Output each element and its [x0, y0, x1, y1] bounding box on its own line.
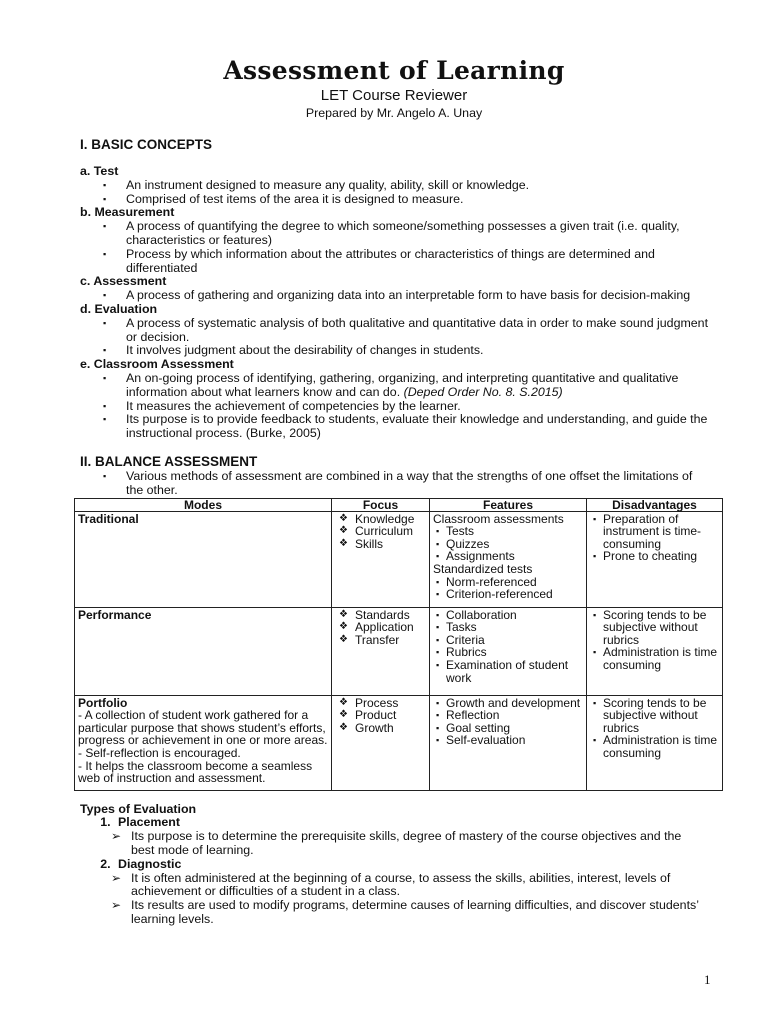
focus-cell	[332, 695, 430, 790]
evaluation-point: ➢ Its results are used to modify programs, determine causes of learning difficulties, and discover students’ learning levels.	[131, 899, 708, 927]
header-features: Features	[430, 498, 587, 511]
evaluation-type-points	[118, 872, 708, 927]
header-modes: Modes	[75, 498, 332, 511]
feature-item: ▪ Quizzes	[446, 538, 583, 551]
term-label: e. Classroom Assessment	[80, 357, 234, 372]
term-bullet-text: Process by which information about the attributes or characteristics of things are determined and differentiated	[126, 246, 655, 275]
feature-item: ▪ Assignments	[446, 550, 583, 563]
focus-cell	[332, 511, 430, 607]
focus-item: ❖ Product	[355, 709, 426, 722]
term-bullet-text: It measures the achievement of competencies by the learner.	[126, 398, 461, 413]
features-cell	[430, 607, 587, 695]
disadvantages-cell	[587, 607, 723, 695]
term-bullet-text: Its purpose is to provide feedback to students, evaluate their knowledge and understanding, and guide the instructional process. (Burke, 2005)	[126, 412, 708, 441]
mode-description: - Self-reflection is encouraged.	[78, 745, 241, 760]
author-line: Prepared by Mr. Angelo A. Unay	[305, 106, 483, 120]
page-number: 1	[704, 972, 711, 987]
term-bullet	[126, 179, 708, 193]
assessment-modes-table	[74, 498, 723, 791]
table-row	[75, 511, 723, 607]
term-label: b. Measurement	[80, 205, 175, 220]
focus-item: ❖ Skills	[355, 538, 426, 551]
types-of-evaluation-title: Types of Evaluation	[80, 801, 197, 816]
term-bullet	[126, 344, 708, 358]
feature-item: ▪ Growth and development	[446, 697, 583, 710]
term-bullet	[126, 372, 708, 400]
term-bullet	[126, 317, 708, 345]
document-subtitle: LET Course Reviewer	[320, 87, 468, 104]
term-bullets	[80, 289, 708, 303]
header-focus: Focus	[332, 498, 430, 511]
focus-item: ❖ Process	[355, 697, 426, 710]
disadvantage-item: ▪ Scoring tends to be subjective without rubrics	[603, 609, 719, 647]
mode-cell	[75, 607, 332, 695]
document-title: Assessment of Learning	[223, 56, 565, 85]
feature-list	[433, 576, 583, 601]
evaluation-type-label: Placement	[118, 815, 180, 830]
table-row	[75, 607, 723, 695]
feature-list	[433, 609, 583, 685]
term-bullet	[126, 220, 708, 248]
mode-description: - A collection of student work gathered for a particular purpose that shows student’s efforts, progress or achievement in one or more areas.	[78, 708, 328, 748]
mode-cell	[75, 695, 332, 790]
disadvantage-item: ▪ Administration is time consuming	[603, 734, 719, 759]
evaluation-point: ➢ Its purpose is to determine the prerequisite skills, degree of mastery of the course objectives and the best mode of learning.	[131, 830, 708, 858]
feature-item: ▪ Norm-referenced	[446, 576, 583, 589]
disadvantage-item: ▪ Preparation of instrument is time-consuming	[603, 513, 719, 551]
feature-item: ▪ Tests	[446, 525, 583, 538]
disadvantage-item: ▪ Scoring tends to be subjective without rubrics	[603, 697, 719, 735]
mode-cell	[75, 511, 332, 607]
evaluation-type	[114, 858, 708, 927]
header-disadvantages: Disadvantages	[587, 498, 723, 511]
mode-name: Traditional	[78, 511, 139, 526]
term-label: a. Test	[80, 164, 119, 178]
feature-item: ▪ Rubrics	[446, 646, 583, 659]
focus-cell	[332, 607, 430, 695]
term-bullet-text: A process of quantifying the degree to which someone/something possesses a given trait (i.e. quality, characteristics or features)	[126, 219, 680, 247]
focus-list	[335, 513, 426, 551]
section-basic-concepts-title: I. BASIC CONCEPTS	[80, 137, 213, 152]
term-bullet	[126, 248, 708, 276]
term-bullet	[126, 193, 708, 207]
feature-item: ▪ Tasks	[446, 621, 583, 634]
mode-name: Performance	[78, 607, 152, 622]
term-label: c. Assessment	[80, 274, 167, 289]
disadvantages-cell	[587, 511, 723, 607]
focus-item: ❖ Curriculum	[355, 525, 426, 538]
disadvantage-list	[590, 513, 719, 563]
features-cell	[430, 695, 587, 790]
disadvantage-list	[590, 609, 719, 672]
focus-item: ❖ Standards	[355, 609, 426, 622]
disadvantages-cell	[587, 695, 723, 790]
section-balance-assessment-title: II. BALANCE ASSESSMENT	[80, 453, 258, 469]
term-bullet-text: An instrument designed to measure any quality, ability, skill or knowledge.	[126, 177, 530, 192]
feature-group-label: Classroom assessments	[433, 511, 564, 526]
feature-item: ▪ Examination of student work	[446, 659, 583, 684]
disadvantage-item: ▪ Prone to cheating	[603, 550, 719, 563]
feature-item: ▪ Goal setting	[446, 722, 583, 735]
term-bullets	[80, 317, 708, 358]
term-label: d. Evaluation	[80, 301, 158, 316]
table-row	[75, 695, 723, 790]
balance-intro-text: ▪ Various methods of assessment are combined in a way that the strengths of one offset the limitations of the other.	[126, 470, 708, 498]
term-bullet	[126, 413, 708, 441]
features-cell	[430, 511, 587, 607]
term-bullet-text: A process of gathering and organizing data into an interpretable form to have basis for decision-making	[126, 288, 691, 303]
term-bullet-text: Comprised of test items of the area it is designed to measure.	[126, 191, 464, 206]
focus-list	[335, 697, 426, 735]
term-bullet	[126, 400, 708, 414]
term-bullet-text: An on-going process of identifying, gathering, organizing, and interpreting quantitative and qualitative information about what learners know and can do.	[126, 370, 679, 399]
feature-list	[433, 697, 583, 747]
focus-item: ❖ Growth	[355, 722, 426, 735]
term-bullet-text: A process of systematic analysis of both qualitative and quantitative data in order to make sound judgment or decision.	[126, 315, 709, 344]
types-of-evaluation-list	[80, 816, 708, 926]
table-body	[75, 511, 723, 790]
feature-item: ▪ Criteria	[446, 634, 583, 647]
evaluation-type-label: Diagnostic	[118, 856, 182, 871]
focus-item: ❖ Knowledge	[355, 513, 426, 526]
feature-group-label: Standardized tests	[433, 561, 533, 576]
evaluation-type	[114, 816, 708, 857]
evaluation-point: ➢ It is often administered at the beginning of a course, to assess the skills, abilities, interest, levels of achievement or difficulties of a student in a class.	[131, 872, 708, 900]
document-page	[78, 56, 718, 927]
feature-item: ▪ Reflection	[446, 709, 583, 722]
evaluation-type-points	[118, 830, 708, 858]
term-bullets	[80, 179, 708, 207]
focus-item: ❖ Application	[355, 621, 426, 634]
term-bullet	[126, 289, 708, 303]
mode-name: Portfolio	[78, 695, 128, 710]
table-header-row	[75, 498, 723, 511]
basic-concepts-list	[80, 165, 708, 441]
focus-item: ❖ Transfer	[355, 634, 426, 647]
mode-description: - It helps the classroom become a seamless web of instruction and assessment.	[78, 758, 313, 786]
focus-list	[335, 609, 426, 647]
disadvantage-item: ▪ Administration is time consuming	[603, 646, 719, 671]
feature-list	[433, 525, 583, 563]
feature-item: ▪ Criterion-referenced	[446, 588, 583, 601]
term-bullets	[80, 372, 708, 441]
term-bullet-text: It involves judgment about the desirability of changes in students.	[126, 343, 484, 358]
balance-intro-list	[80, 470, 708, 498]
feature-item: ▪ Self-evaluation	[446, 734, 583, 747]
citation-reference: (Deped Order No. 8. S.2015)	[403, 384, 563, 399]
term-bullets	[80, 220, 708, 275]
disadvantage-list	[590, 697, 719, 760]
feature-item: ▪ Collaboration	[446, 609, 583, 622]
